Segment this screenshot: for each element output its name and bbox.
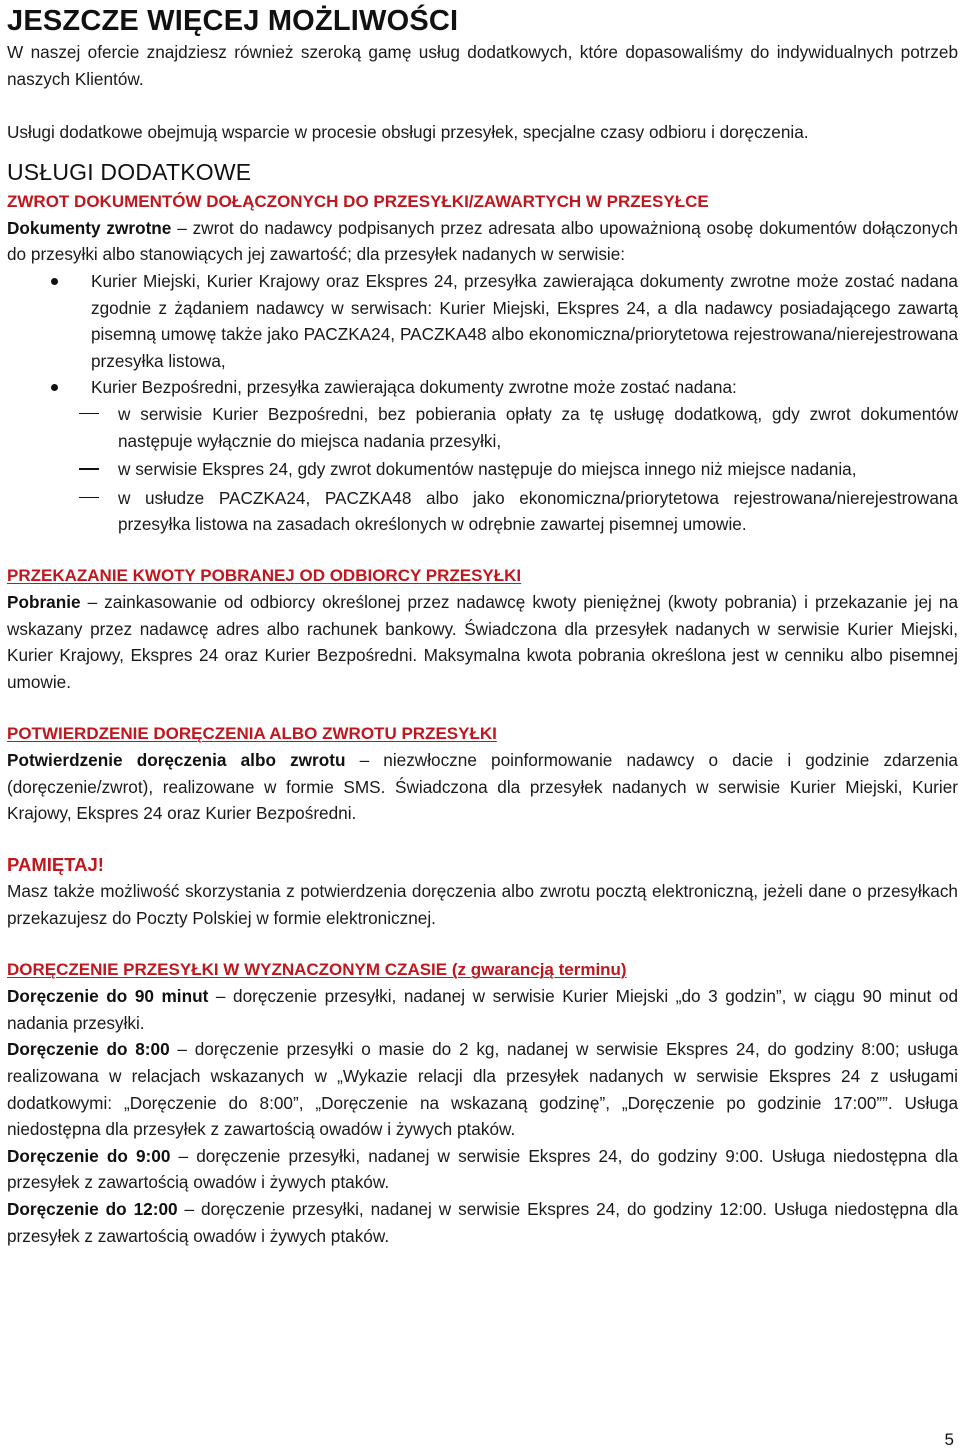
dash-item <box>7 485 958 538</box>
dash-icon <box>79 413 99 415</box>
section-potwierdzenie <box>7 721 958 827</box>
spacer <box>7 146 958 157</box>
dash-text: w usłudze PACZKA24, PACZKA48 albo jako ekonomiczna/priorytetowa rejestrowana/nierejestrowana przesyłka listowa na zasadach określonych w odrębnie zawartej pisemnej umowie. <box>118 487 958 535</box>
zwrot-term: Dokumenty zwrotne <box>7 217 172 238</box>
section-title-potwierdzenie: POTWIERDZENIE DORĘCZENIA ALBO ZWROTU PRZESYŁKI <box>7 724 497 744</box>
bullet-item <box>7 268 958 374</box>
section-title-pobranie: PRZEKAZANIE KWOTY POBRANEJ OD ODBIORCY PRZESYŁKI <box>7 565 522 585</box>
spacer <box>7 92 958 119</box>
pamietaj-title: PAMIĘTAJ! <box>7 854 104 876</box>
doreczenie-12-definition: – doręczenie przesyłki, nadanej w serwisie Ekspres 24, do godziny 12:00. Usługa niedostępna dla przesyłek z zawartością owadów i żywych ptaków. <box>7 1199 958 1246</box>
dash-text: w serwisie Kurier Bezpośredni, bez pobierania opłaty za tę usługę dodatkową, gdy zwrot dokumentów następuje wyłącznie do miejsca nadania przesyłki, <box>118 403 958 451</box>
page-heading: JESZCZE WIĘCEJ MOŻLIWOŚCI <box>7 5 459 37</box>
doreczenie-9-term: Doręczenie do 9:00 <box>7 1145 171 1166</box>
dash-icon <box>79 468 99 470</box>
potwierdzenie-definition: – niezwłoczne poinformowanie nadawcy o dacie i godzinie zdarzenia (doręczenie/zwrot), realizowane w formie SMS. Świadczona dla przesyłek nadanych w serwisie Kurier Miejski, Kurier Krajowy, Ekspres 24 oraz Kurier Bezpośredni. <box>7 750 958 824</box>
doreczenie-8-definition: – doręczenie przesyłki o masie do 2 kg, nadanej w serwisie Ekspres 24, do godziny 8:00; usługa realizowana w relacjach wskazanych w „Wykazie relacji dla przesyłek nadanych w serwisie Ekspres 24 z usługami dodatkowymi: „Doręczenie do 8:00”, „Doręczenie na wskazaną godzinę”, „Doręczenie po godzinie 17:00””. Usługa niedostępna dla przesyłek z zawartością owadów i żywych ptaków. <box>7 1039 959 1140</box>
zwrot-lead-paragraph <box>7 215 958 268</box>
section-title-zwrot: ZWROT DOKUMENTÓW DOŁĄCZONYCH DO PRZESYŁKI/ZAWARTYCH W PRZESYŁCE <box>7 191 709 211</box>
dash-item <box>7 456 958 483</box>
section-pobranie <box>7 563 958 695</box>
bullet-item <box>7 374 958 538</box>
doreczenie-90-term: Doręczenie do 90 minut <box>7 986 209 1007</box>
doreczenie-8-paragraph <box>7 1036 958 1142</box>
dash-item <box>7 401 958 454</box>
doreczenie-8-term: Doręczenie do 8:00 <box>7 1039 170 1060</box>
doreczenie-9-definition: – doręczenie przesyłki, nadanej w serwisie Ekspres 24, do godziny 9:00. Usługa niedostępna dla przesyłek z zawartością owadów i żywych ptaków. <box>7 1145 958 1193</box>
dash-text: w serwisie Ekspres 24, gdy zwrot dokumentów następuje do miejsca innego niż miejsce nadania, <box>118 459 857 480</box>
pobranie-term: Pobranie <box>7 591 81 612</box>
section-subheading: USŁUGI DODATKOWE <box>7 158 252 185</box>
section-doreczenie-w-czasie <box>7 957 958 1249</box>
section-zwrot-dokumentow <box>7 189 958 538</box>
intro-paragraph-2: Usługi dodatkowe obejmują wsparcie w procesie obsługi przesyłek, specjalne czasy odbioru i doręczenia. <box>7 122 809 143</box>
potwierdzenie-term: Potwierdzenie doręczenia albo zwrotu <box>7 750 346 771</box>
pamietaj-paragraph: Masz także możliwość skorzystania z potwierdzenia doręczenia albo zwrotu pocztą elektroniczną, jeżeli dane o przesyłkach przekazujesz do Poczty Polskiej w formie elektronicznej. <box>7 881 958 928</box>
doreczenie-90-paragraph <box>7 983 958 1036</box>
doreczenie-9-paragraph <box>7 1143 958 1196</box>
section-pamietaj <box>7 852 958 931</box>
document-page <box>7 3 958 1249</box>
bullet-icon <box>51 384 58 391</box>
zwrot-definition: – zwrot do nadawcy podpisanych przez adresata albo upoważnioną osobę dokumentów dołączonych do przesyłki albo stanowiących jej zawartość; dla przesyłek nadanych w serwisie: <box>7 217 958 265</box>
section-title-doreczenie: DORĘCZENIE PRZESYŁKI W WYZNACZONYM CZASIE (z gwarancją terminu) <box>7 960 627 980</box>
zwrot-dash-list <box>7 401 958 538</box>
bullet-text: Kurier Bezpośredni, przesyłka zawierająca dokumenty zwrotne może zostać nadana: <box>91 377 737 398</box>
doreczenie-12-term: Doręczenie do 12:00 <box>7 1199 178 1219</box>
zwrot-bullet-list <box>7 268 958 538</box>
dash-icon <box>79 497 99 499</box>
intro-paragraph-1: W naszej ofercie znajdziesz również szeroką gamę usług dodatkowych, które dopasowaliśmy do indywidualnych potrzeb naszych Klientów. <box>7 42 958 89</box>
page-number: 5 <box>944 1430 954 1449</box>
doreczenie-12-paragraph <box>7 1196 958 1249</box>
bullet-icon <box>51 278 58 285</box>
potwierdzenie-paragraph <box>7 747 958 827</box>
pobranie-paragraph <box>7 589 958 695</box>
bullet-text: Kurier Miejski, Kurier Krajowy oraz Ekspres 24, przesyłka zawierająca dokumenty zwrotne może zostać nadana zgodnie z żądaniem nadawcy w serwisach: Kurier Miejski, Ekspres 24, a dla nadawcy posiadającego zawartą pisemną umowę także jako PACZKA24, PACZKA48 albo ekonomiczna/priorytetowa rejestrowana/nierejestrowana przesyłka listowa, <box>91 270 958 371</box>
doreczenie-90-definition: – doręczenie przesyłki, nadanej w serwisie Kurier Miejski „do 3 godzin”, w ciągu 90 minut od nadania przesyłki. <box>7 986 958 1033</box>
pobranie-definition: – zainkasowanie od odbiorcy określonej przez nadawcę kwoty pieniężnej (kwoty pobrania) i przekazanie jej na wskazany przez nadawcę adres albo rachunek bankowy. Świadczona dla przesyłek nadanych w serwisie Kurier Miejski, Kurier Krajowy, Ekspres 24 oraz Kurier Bezpośredni. Maksymalna kwota pobrania określona jest w cenniku albo pisemnej umowie. <box>7 591 958 692</box>
